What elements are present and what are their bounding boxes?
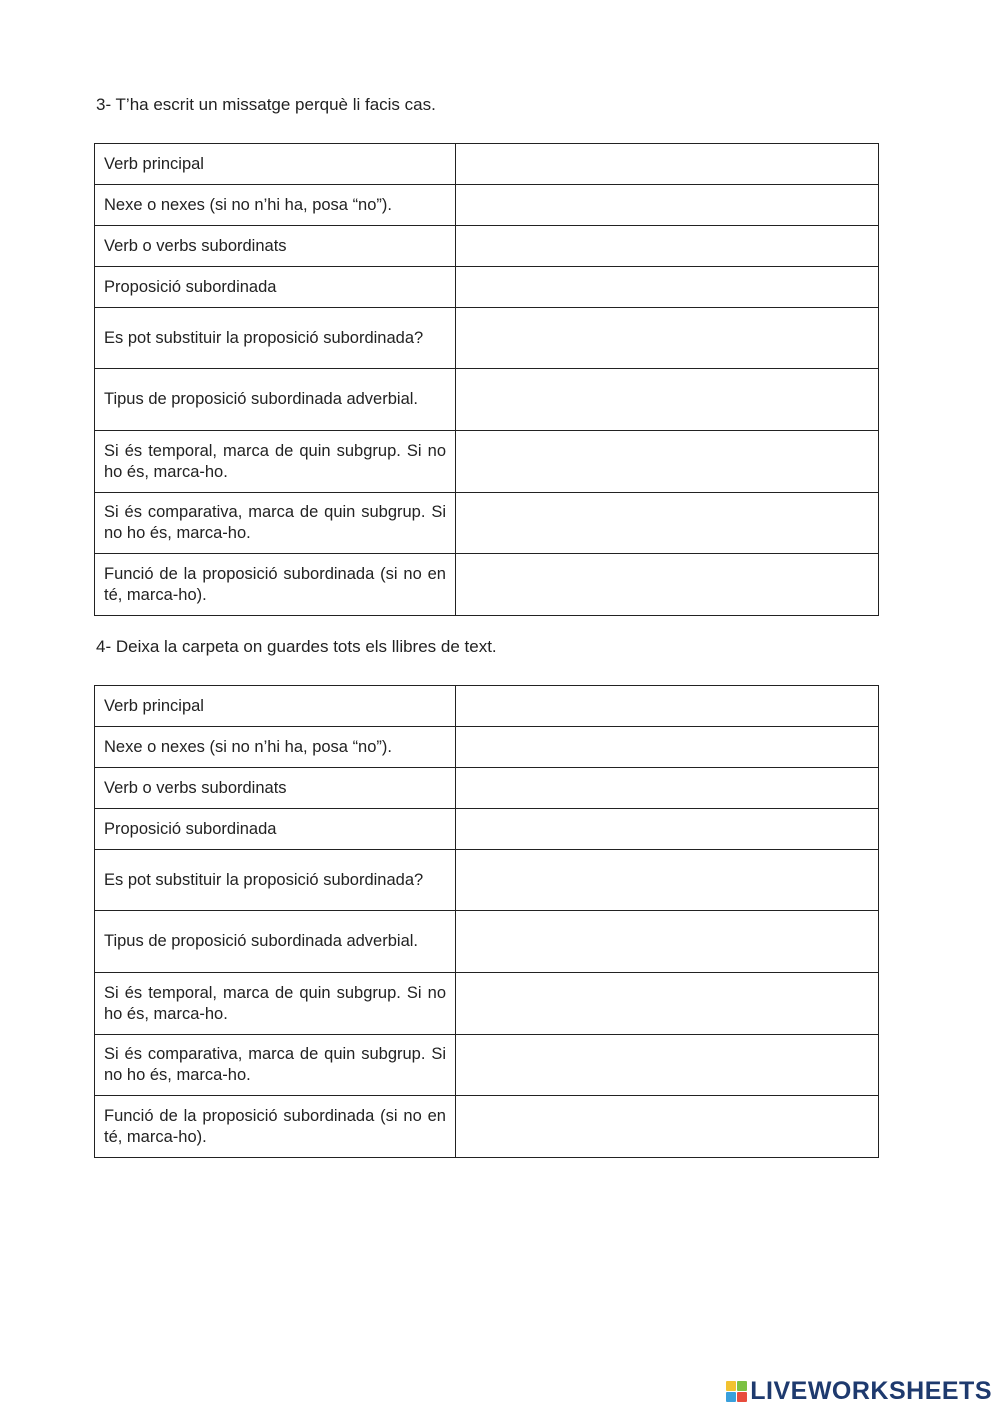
question-cell: Tipus de proposició subordinada adverbial. [95, 911, 456, 973]
answer-cell[interactable] [456, 226, 879, 267]
question-cell: Nexe o nexes (si no n’hi ha, posa “no”). [95, 185, 456, 226]
answer-cell[interactable] [456, 554, 879, 616]
answer-input[interactable] [465, 267, 869, 307]
table-row [95, 185, 879, 226]
answer-cell[interactable] [456, 369, 879, 431]
question-cell: Funció de la proposició subordinada (si no en té, marca-ho). [95, 554, 456, 616]
answer-input[interactable] [465, 226, 869, 266]
answer-input[interactable] [465, 431, 869, 492]
answer-input[interactable] [465, 1035, 869, 1095]
answer-cell[interactable] [456, 1096, 879, 1158]
table-row [95, 911, 879, 973]
question-cell: Es pot substituir la proposició subordinada? [95, 850, 456, 911]
answer-cell[interactable] [456, 185, 879, 226]
logo-text: LIVEWORKSHEETS [750, 1377, 992, 1405]
answer-input[interactable] [465, 369, 869, 430]
question-cell: Verb o verbs subordinats [95, 768, 456, 809]
answer-input[interactable] [465, 144, 869, 184]
answer-input[interactable] [465, 493, 869, 553]
answer-input[interactable] [465, 1096, 869, 1157]
answer-input[interactable] [465, 911, 869, 972]
table-row [95, 1096, 879, 1158]
answer-input[interactable] [465, 185, 869, 225]
answer-cell[interactable] [456, 1035, 879, 1096]
table-row [95, 809, 879, 850]
answer-input[interactable] [465, 554, 869, 615]
table-row [95, 493, 879, 554]
question-cell: Verb principal [95, 686, 456, 727]
answer-input[interactable] [465, 686, 869, 726]
table-row [95, 768, 879, 809]
table-row [95, 431, 879, 493]
logo-block [726, 1381, 736, 1391]
table-row [95, 144, 879, 185]
table-row [95, 554, 879, 616]
exercise-4-table [94, 685, 879, 1158]
liveworksheets-logo-icon [726, 1381, 747, 1402]
answer-input[interactable] [465, 809, 869, 849]
answer-cell[interactable] [456, 911, 879, 973]
table-row [95, 226, 879, 267]
answer-input[interactable] [465, 850, 869, 910]
logo-block [737, 1392, 747, 1402]
table-row [95, 308, 879, 369]
table-row [95, 267, 879, 308]
question-cell: Proposició subordinada [95, 809, 456, 850]
answer-cell[interactable] [456, 686, 879, 727]
question-cell: Si és temporal, marca de quin subgrup. Si no ho és, marca-ho. [95, 431, 456, 493]
table-row [95, 686, 879, 727]
liveworksheets-logo [726, 1377, 992, 1406]
answer-cell[interactable] [456, 727, 879, 768]
answer-cell[interactable] [456, 809, 879, 850]
table-row [95, 727, 879, 768]
answer-input[interactable] [465, 308, 869, 368]
exercise-3-table [94, 143, 879, 616]
question-cell: Proposició subordinada [95, 267, 456, 308]
answer-input[interactable] [465, 768, 869, 808]
logo-block [737, 1381, 747, 1391]
exercise-3-title: 3- T’ha escrit un missatge perquè li facis cas. [96, 95, 436, 114]
table-row [95, 369, 879, 431]
question-cell: Si és comparativa, marca de quin subgrup. Si no ho és, marca-ho. [95, 1035, 456, 1096]
answer-input[interactable] [465, 973, 869, 1034]
logo-block [726, 1392, 736, 1402]
table-row [95, 1035, 879, 1096]
table-row [95, 850, 879, 911]
question-cell: Funció de la proposició subordinada (si no en té, marca-ho). [95, 1096, 456, 1158]
answer-cell[interactable] [456, 144, 879, 185]
answer-cell[interactable] [456, 308, 879, 369]
question-cell: Verb o verbs subordinats [95, 226, 456, 267]
question-cell: Si és temporal, marca de quin subgrup. Si no ho és, marca-ho. [95, 973, 456, 1035]
answer-cell[interactable] [456, 973, 879, 1035]
answer-cell[interactable] [456, 493, 879, 554]
question-cell: Si és comparativa, marca de quin subgrup. Si no ho és, marca-ho. [95, 493, 456, 554]
answer-input[interactable] [465, 727, 869, 767]
question-cell: Es pot substituir la proposició subordinada? [95, 308, 456, 369]
question-cell: Verb principal [95, 144, 456, 185]
question-cell: Tipus de proposició subordinada adverbial. [95, 369, 456, 431]
table-row [95, 973, 879, 1035]
answer-cell[interactable] [456, 431, 879, 493]
exercise-4-title: 4- Deixa la carpeta on guardes tots els llibres de text. [96, 637, 497, 656]
answer-cell[interactable] [456, 768, 879, 809]
answer-cell[interactable] [456, 850, 879, 911]
answer-cell[interactable] [456, 267, 879, 308]
question-cell: Nexe o nexes (si no n’hi ha, posa “no”). [95, 727, 456, 768]
